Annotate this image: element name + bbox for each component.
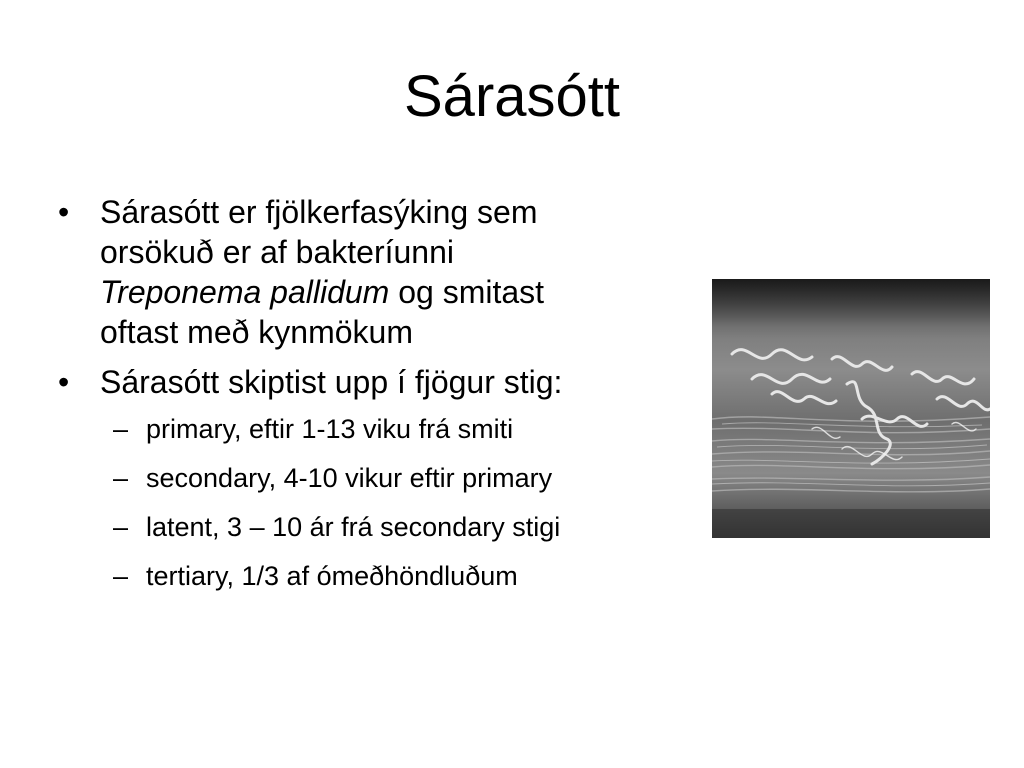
- bullet-item: [58, 192, 698, 352]
- bullet-marker: •: [58, 364, 70, 400]
- sub-item-text: secondary, 4-10 vikur eftir primary: [146, 463, 553, 493]
- sub-item: [58, 412, 698, 446]
- sub-item: [58, 510, 698, 544]
- sub-item: [58, 559, 698, 593]
- dash-marker: –: [113, 463, 129, 493]
- dash-marker: –: [113, 512, 129, 542]
- bullet-line: orsökuð er af bakteríunni: [100, 234, 454, 270]
- sub-item-text: primary, eftir 1-13 viku frá smiti: [146, 414, 514, 444]
- slide-content: [58, 192, 698, 608]
- bullet-text: Sárasótt skiptist upp í fjögur stig:: [100, 364, 563, 400]
- bullet-line: Sárasótt er fjölkerfasýking sem: [100, 194, 538, 230]
- dash-marker: –: [113, 414, 129, 444]
- dash-marker: –: [113, 561, 129, 591]
- microscope-photo: [712, 279, 990, 538]
- bullet-item: [58, 362, 698, 402]
- bullet-line: og smitast: [389, 274, 545, 310]
- species-name: Treponema pallidum: [100, 274, 390, 310]
- bullet-marker: •: [58, 194, 70, 230]
- sub-item-text: latent, 3 – 10 ár frá secondary stigi: [146, 512, 561, 542]
- slide-title: Sárasótt: [404, 64, 620, 129]
- bullet-line: oftast með kynmökum: [100, 314, 413, 350]
- sub-list: [58, 412, 698, 593]
- sub-item-text: tertiary, 1/3 af ómeðhöndluðum: [146, 561, 518, 591]
- sub-item: [58, 461, 698, 495]
